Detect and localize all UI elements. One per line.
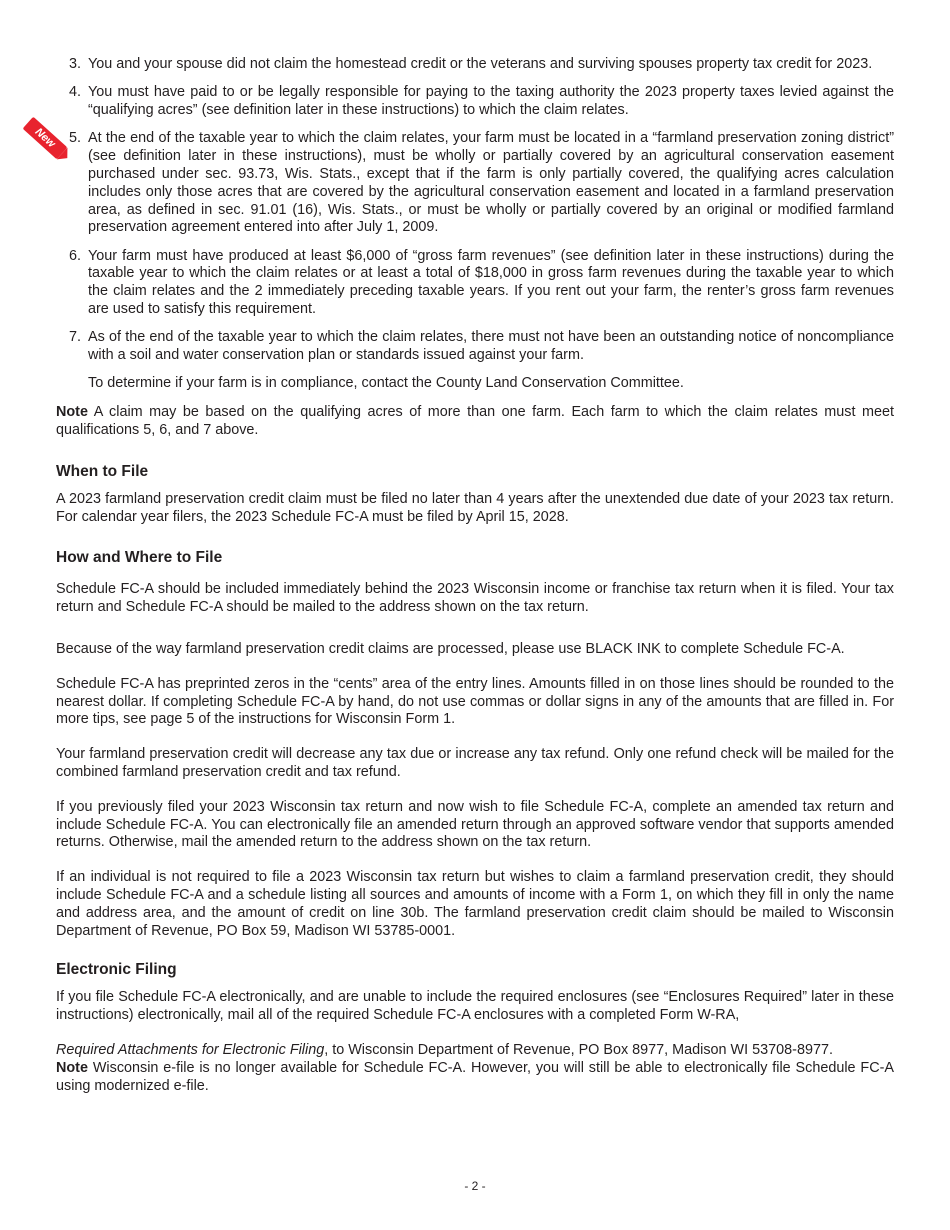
list-item bbox=[56, 329, 894, 365]
how-where-p2: Because of the way farmland preservation credit claims are processed, please use BLACK INK to complete Schedule FC-A. bbox=[56, 641, 845, 658]
note-text: Wisconsin e-file is no longer available for Schedule FC-A. However, you will still be able to electronically file Schedule FC-A using modernized e-file. bbox=[56, 1059, 894, 1094]
page-number: - 2 - bbox=[464, 1179, 486, 1193]
heading-electronic-filing: Electronic Filing bbox=[56, 961, 177, 979]
how-where-p1: Schedule FC-A should be included immediately behind the 2023 Wisconsin income or franchise tax return when it is filed. Your tax return and Schedule FC-A should be mailed to the address shown on the tax return. bbox=[56, 581, 894, 616]
item-number: 5. bbox=[69, 130, 82, 147]
list-item bbox=[56, 84, 894, 120]
list-item bbox=[56, 56, 894, 74]
how-where-p3: Schedule FC-A has preprinted zeros in the “cents” area of the entry lines. Amounts filled in on those lines should be rounded to the nearest dollar. If completing Schedule FC-A by hand, do not use commas or dollar signs in any of the amounts that are filled in. For more tips, see page 5 of the instructions for Wisconsin Form 1. bbox=[56, 675, 894, 728]
item-number: 6. bbox=[69, 247, 82, 264]
when-to-file-text: A 2023 farmland preservation credit claim must be filed no later than 4 years after the unextended due date of your 2023 tax return. For calendar year filers, the 2023 Schedule FC-A must be filed by April 15, 2028. bbox=[56, 490, 894, 525]
list-item bbox=[56, 248, 894, 319]
electronic-p2 bbox=[56, 1042, 894, 1060]
note-label: Note bbox=[56, 404, 88, 421]
heading-when-to-file: When to File bbox=[56, 462, 149, 480]
how-where-p5: If you previously filed your 2023 Wisconsin tax return and now wish to file Schedule FC-A, complete an amended tax return and include Schedule FC-A. You can electronically file an amended return through an approved software vendor that supports amended returns. Otherwise, mail the amended return to the address shown on the tax return. bbox=[56, 798, 894, 851]
qualifications-list bbox=[56, 56, 894, 365]
note-paragraph bbox=[56, 404, 894, 440]
item-text: Your farm must have produced at least $6,000 of “gross farm revenues” (see definition later in these instructions) during the taxable year to which the claim relates or at least a total of $18,000 in gross farm revenues during the taxable year to which the claim relates and the 2 immediately preceding taxable years. If you rent out your farm, the renter’s gross farm revenues are used to satisfy this requirement. bbox=[88, 247, 894, 318]
item-number: 7. bbox=[69, 329, 82, 346]
electronic-p1: If you file Schedule FC-A electronically, and are unable to include the required enclosures (see “Enclosures Required” later in these instructions) electronically, mail all of the required Schedule FC-A enclosures with a completed Form W-RA, bbox=[56, 989, 894, 1024]
electronic-note bbox=[56, 1060, 894, 1096]
item-text: As of the end of the taxable year to which the claim relates, there must not have been an outstanding notice of noncompliance with a soil and water conservation plan or standards issued against your farm. bbox=[88, 329, 894, 364]
note-label: Note bbox=[56, 1059, 88, 1076]
how-where-p6: If an individual is not required to file a 2023 Wisconsin tax return but wishes to claim a farmland preservation credit, they should include Schedule FC-A and a schedule listing all sources and amounts of income with a Form 1, on which they fill in only the name and address area, and the amount of credit on line 30b. The farmland preservation credit claim should be mailed to Wisconsin Department of Revenue, PO Box 59, Madison WI 53785-0001. bbox=[56, 869, 894, 939]
new-badge: New bbox=[23, 117, 68, 160]
form-title: Required Attachments for Electronic Filing bbox=[56, 1041, 325, 1058]
document-page bbox=[56, 56, 894, 1095]
item-number: 4. bbox=[69, 84, 82, 101]
item-number: 3. bbox=[69, 56, 82, 72]
compliance-text: To determine if your farm is in compliance, contact the County Land Conservation Committee. bbox=[88, 375, 684, 392]
list-item bbox=[56, 130, 894, 237]
electronic-p2-rest: , to Wisconsin Department of Revenue, PO Box 8977, Madison WI 53708-8977. bbox=[324, 1041, 833, 1058]
item-text: At the end of the taxable year to which the claim relates, your farm must be located in a “farmland preservation zoning district” (see definition later in these instructions), must be wholly or partially covered by an agricultural conservation easement purchased under sec. 93.73, Wis. Stats., except that if the farm is only partially covered, the qualifying acres calculation includes only those acres that are covered by the agricultural conservation easement and located in a farmland preservation area, as defined in sec. 91.01 (16), Wis. Stats., or must be wholly or partially covered by an original or modified farmland preservation agreement entered into after July 1, 2009. bbox=[88, 130, 894, 236]
note-text: A claim may be based on the qualifying acres of more than one farm. Each farm to which the claim relates must meet qualifications 5, 6, and 7 above. bbox=[56, 404, 894, 439]
heading-how-where-to-file: How and Where to File bbox=[56, 549, 223, 567]
how-where-p4: Your farmland preservation credit will decrease any tax due or increase any tax refund. Only one refund check will be mailed for the combined farmland preservation credit and tax refund. bbox=[56, 746, 894, 781]
item-text: You must have paid to or be legally responsible for paying to the taxing authority the 2023 property taxes levied against the “qualifying acres” (see definition later in these instructions) to which the claim relates. bbox=[88, 84, 894, 119]
item-text: You and your spouse did not claim the homestead credit or the veterans and surviving spouses property tax credit for 2023. bbox=[88, 56, 873, 72]
